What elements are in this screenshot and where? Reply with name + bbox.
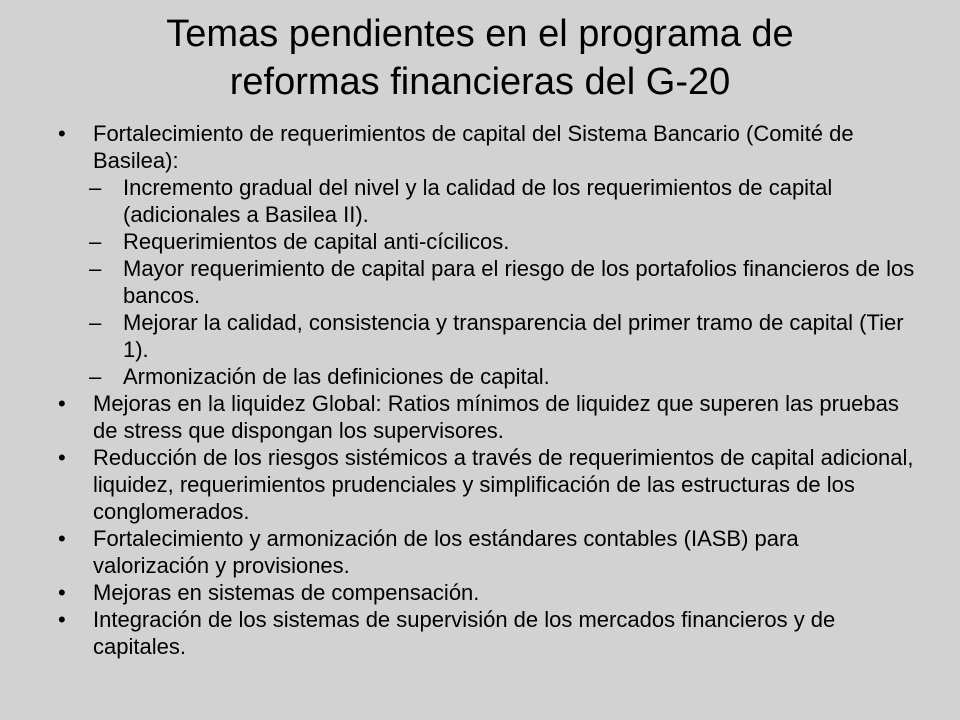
bullet-item-capital xyxy=(0,120,960,390)
slide-title-line-2: reformas financieras del G-20 xyxy=(229,61,731,103)
bullet-text: Fortalecimiento de requerimientos de capital del Sistema Bancario (Comité de Basilea): xyxy=(93,121,854,173)
sub-bullet-item: – Mayor requerimiento de capital para el riesgo de los portafolios financieros de los bancos. xyxy=(77,255,920,309)
sub-bullet-item: – Armonización de las definiciones de capital. xyxy=(77,363,920,390)
sub-bullet-list xyxy=(93,174,920,390)
sub-bullet-item: – Requerimientos de capital anti-cícilicos. xyxy=(77,228,920,255)
bullet-item-riesgos-sistemicos: • Reducción de los riesgos sistémicos a través de requerimientos de capital adicional, liquidez, requerimientos prudenciales y simplificación de las estructuras de los conglomerados. xyxy=(0,444,960,525)
sub-bullet-item: – Incremento gradual del nivel y la calidad de los requerimientos de capital (adicionales a Basilea II). xyxy=(77,174,920,228)
slide-title xyxy=(0,10,960,106)
bullet-item-liquidez: • Mejoras en la liquidez Global: Ratios mínimos de liquidez que superen las pruebas de stress que dispongan los supervisores. xyxy=(0,390,960,444)
bullet-list xyxy=(0,120,960,660)
bullet-item-supervision: • Integración de los sistemas de supervisión de los mercados financieros y de capitales. xyxy=(0,606,960,660)
bullet-item-estandares-contables: • Fortalecimiento y armonización de los estándares contables (IASB) para valorización y provisiones. xyxy=(0,525,960,579)
bullet-item-compensacion: • Mejoras en sistemas de compensación. xyxy=(0,579,960,606)
slide-title-line-1: Temas pendientes en el programa de xyxy=(166,13,794,55)
sub-bullet-item: – Mejorar la calidad, consistencia y transparencia del primer tramo de capital (Tier 1). xyxy=(77,309,920,363)
